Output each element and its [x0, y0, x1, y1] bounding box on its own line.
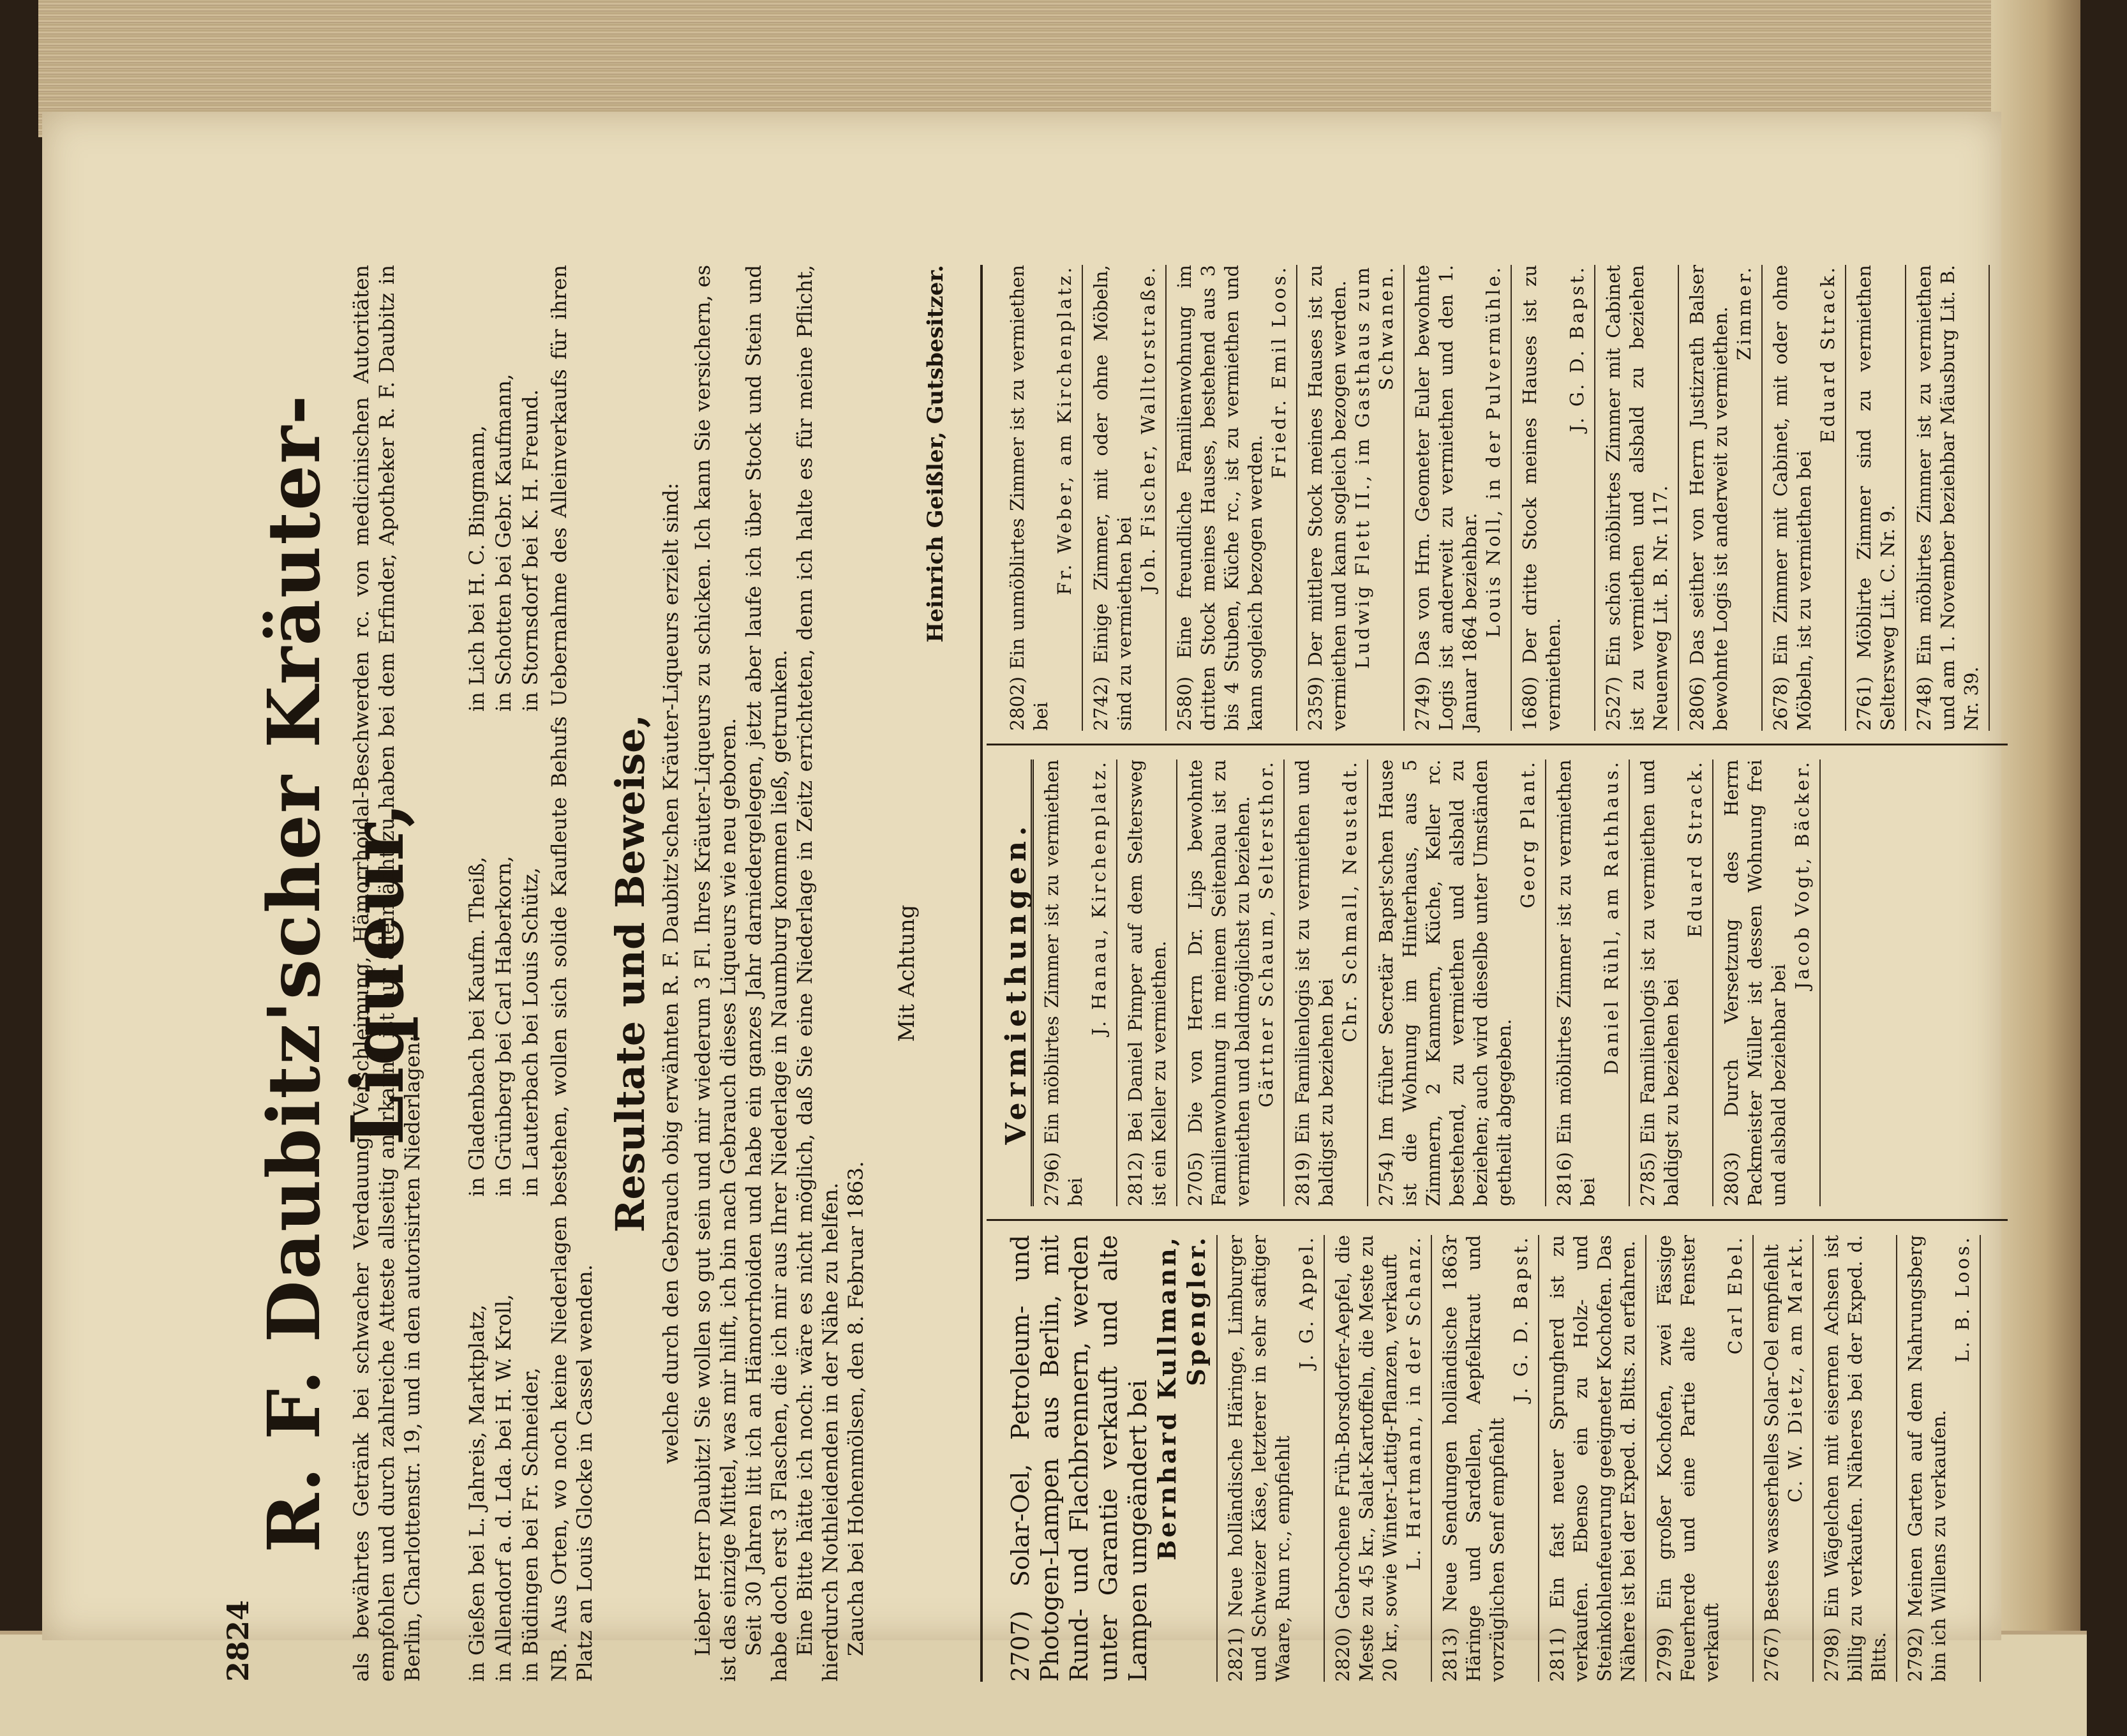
classified-ad — [1906, 265, 1990, 731]
ad-text: 2707) Solar-Oel, Petroleum- und Photogen-Lampen aus Berlin, mit Rund- und Flachbrennern, werden unter Garantie verkauft und alte Lampen umgeändert bei — [1006, 1235, 1152, 1682]
classified-ad — [1325, 1235, 1432, 1682]
newspaper-page — [42, 112, 2001, 1682]
classified-ad — [1297, 265, 1405, 731]
depot-entry: in Lauterbach bei Louis Schütz, — [518, 867, 542, 1197]
classified-ad — [1897, 1235, 1981, 1682]
vermiethungen-heading: Vermiethungen. — [999, 760, 1034, 1206]
ad-signature: Ludwig Flett II., im Gasthaus zum Schwanen. — [1352, 265, 1397, 670]
letter-paragraph: Seit 30 Jahren litt ich an Hämorrhoiden und habe ein ganzes Jahr darniedergelegen, jetzt aber laufe ich über Stock und Stein und habe doch erst 3 Flaschen, die ich mir aus Ihrer Niederlage in Naumburg kommen ließ, getrunken. — [742, 265, 791, 1682]
classified-ad — [1814, 1235, 1897, 1682]
classified-ad — [1846, 265, 1906, 731]
letter-paragraph: Lieber Herr Daubitz! Sie wollen so gut sein und mir wiederum 3 Fl. Ihres Kräuter-Liqueurs zu schicken. Ich kann Sie versichern, es ist das einzige Mittel, was mir hilft, ich bin nach Gebrauch dieses Liqueurs wie neu geboren. — [690, 265, 740, 1682]
ad-signature: Georg Plant. — [1517, 760, 1539, 909]
letter-closing: Mit Achtung — [894, 904, 920, 1042]
ad-text: 2812) Bei Daniel Pimper auf dem Seltersweg ist ein Keller zu vermiethen. — [1124, 760, 1170, 1206]
ad-signature: L. Hartmann, in der Schanz. — [1403, 1235, 1424, 1571]
ad-signature: Joh. Fischer, Walltorstraße. — [1137, 265, 1159, 593]
ads-column-3 — [999, 265, 1990, 731]
depot-column-1 — [463, 1294, 544, 1682]
column-divider — [987, 1219, 2008, 1221]
ad-text: 2678) Ein Zimmer mit Cabinet, mit oder ohne Möbeln, ist zu vermiethen bei — [1770, 265, 1815, 731]
ad-text: 2811) Ein fast neuer Sprungherd ist zu verkaufen. Ebenso ein zu Holz- und Steinkohlenfeuerung geeigneter Kochofen. Das Nähere ist bei der Exped. d. Bltts. zu erfahren. — [1546, 1235, 1639, 1682]
classified-ad — [1177, 760, 1285, 1206]
ad-text: 2749) Das von Hrn. Geometer Euler bewohnte Logis ist anderweit zu vermiethen und den 1. Januar 1864 beziehbar. — [1412, 265, 1481, 731]
ad-text: 2821) Neue holländische Häringe, Limburger und Schweizer Käse, letzterer in sehr saftiger Waare, Rum rc., empfiehlt — [1225, 1235, 1294, 1682]
ad-text: 2748) Ein möblirtes Zimmer ist zu vermiethen und am 1. November beziehbar Mäusburg Lit. B. Nr. 39. — [1913, 265, 1982, 731]
depot-entry: in Stornsdorf bei K. H. Freund. — [518, 389, 542, 712]
ad-signature: Eduard Strack. — [1817, 265, 1839, 444]
ad-text: 2767) Bestes wasserhelles Solar-Oel empfiehlt — [1761, 1244, 1782, 1682]
classified-ad — [1117, 760, 1177, 1206]
letter-signature: Heinrich Geißler, Gutsbesitzer. — [923, 265, 948, 643]
depot-column-2 — [463, 856, 544, 1197]
ad-text: 2798) Ein Wägelchen mit eisernen Achsen ist billig zu verkaufen. Näheres bei der Exped. d. Bltts. — [1821, 1235, 1890, 1682]
classified-ad — [1218, 1235, 1325, 1682]
classified-ad — [1432, 1235, 1539, 1682]
section-rule — [980, 265, 983, 1682]
background-left — [0, 0, 45, 1736]
depot-column-3 — [463, 374, 544, 712]
ad-signature: L. B. Loos. — [1952, 1235, 1973, 1363]
ads-column-2 — [999, 760, 1821, 1206]
ad-text: 2799) Ein großer Kochofen, zwei Fässige Feuerherde und eine Partie alte Fenster verkauft — [1653, 1235, 1722, 1682]
classified-ad — [1034, 760, 1117, 1206]
letter-paragraph: Eine Bitte hätte ich noch: wäre es nicht möglich, daß Sie eine Niederlage in Zeitz errichteten, denn ich halte es für meine Pflicht, hierdurch Nothleidenden in der Nähe zu helfen. — [793, 265, 842, 1682]
results-heading: Resultate und Beweise, — [607, 714, 653, 1233]
ad-text: 2792) Meinen Garten auf dem Nahrungsberg bin ich Willens zu verkaufen. — [1904, 1235, 1950, 1682]
ad-signature: Louis Noll, in der Pulvermühle. — [1482, 265, 1504, 638]
classified-ad — [1679, 265, 1763, 731]
testimonial-letter — [690, 265, 869, 1682]
ad-text: 2761) Möblirte Zimmer sind zu vermiethen Seltersweg Lit. C. Nr. 9. — [1853, 265, 1899, 731]
ad-text: 2580) Eine freundliche Familienwohnung im dritten Stock meines Hauses, bestehend aus 3 bis 4 Stuben, Küche rc., ist zu vermiethen und kann sogleich bezogen werden. — [1174, 265, 1266, 731]
ad-text: 2742) Einige Zimmer, mit oder ohne Möbeln, sind zu vermiethen bei — [1090, 265, 1135, 731]
ad-signature: Zimmer. — [1733, 265, 1755, 361]
classified-ad — [1405, 265, 1512, 731]
ad-text: 2819) Ein Familienlogis ist zu vermiethen und baldigst zu beziehen bei — [1292, 760, 1337, 1206]
classified-ad — [1763, 265, 1846, 731]
ad-signature: Friedr. Emil Loos. — [1268, 265, 1290, 479]
ad-text: 2527) Ein schön möblirtes Zimmer mit Cabinet ist zu vermiethen und alsbald zu beziehen Neuenweg Lit. B. Nr. 117. — [1602, 265, 1671, 731]
ad-text: 2359) Der mittlere Stock meines Hauses ist zu vermiethen und kann sogleich bezogen werden. — [1304, 265, 1350, 731]
classified-ad — [1595, 265, 1679, 731]
classified-ad — [1167, 265, 1297, 731]
depot-entry: in Allendorf a. d. Lda. bei H. W. Kroll, — [491, 1294, 516, 1682]
ad-text: 2705) Die von Herrn Dr. Lips bewohnte Familienwohnung in meinem Seitenbau ist zu vermiethen und baldmöglichst zu beziehen. — [1184, 760, 1253, 1206]
classified-ad — [1512, 265, 1595, 731]
nb-note: NB. Aus Orten, wo noch keine Niederlagen bestehen, wollen sich solide Kaufleute Behufs Uebernahme des Alleinverkaufs für ihren Platz an Louis Glocke in Cassel wenden. — [547, 265, 597, 1682]
rotated-content — [221, 265, 2020, 1682]
classified-ad — [999, 265, 1083, 731]
ad-signature: Gärtner Schaum, Seltersthor. — [1255, 760, 1277, 1108]
depot-list — [463, 265, 546, 1682]
ad-text: 2754) Im früher Secretär Bapst'schen Hause ist die Wohnung im Hinterhaus, aus 5 Zimmern, 2 Kammern, Küche, Keller rc. bestehend, zu vermiethen und alsbald zu beziehen; auch wird dieselbe unter Umständen getheilt abgegeben. — [1375, 760, 1515, 1206]
depot-entry: in Büdingen bei Fr. Schneider, — [518, 1367, 542, 1682]
results-subheading: welche durch den Gebrauch obig erwähnten R. F. Daubitz'schen Kräuter-Liqueurs erzielt sind: — [659, 483, 683, 1464]
ad-signature: Jacob Vogt, Bäcker. — [1791, 760, 1813, 990]
classified-ad — [999, 1235, 1218, 1682]
ad-text: 2806) Das seither von Herrn Justizrath Balser bewohnte Logis ist anderweit zu vermiethen. — [1686, 265, 1731, 731]
depot-entry: in Gießen bei L. Jahreis, Marktplatz, — [465, 1304, 489, 1682]
depot-entry: in Gladenbach bei Kaufm. Theiß, — [465, 857, 489, 1197]
classified-ad — [1083, 265, 1167, 731]
ad-text: 2820) Gebrochene Früh-Borsdorfer-Aepfel, die Meste zu 45 kr., Salat-Kartoffeln, die Meste zu 20 kr., sowie Winter-Lattig-Pflanzen, verkauft — [1332, 1235, 1401, 1682]
classified-ad — [1368, 760, 1546, 1206]
ad-text: 2785) Ein Familienlogis ist zu vermiethen und baldigst zu beziehen bei — [1637, 760, 1682, 1206]
ads-column-1 — [999, 1235, 1981, 1682]
classified-ad — [1630, 760, 1713, 1206]
ad-signature: C. W. Dietz, am Markt. — [1784, 1235, 1806, 1503]
ad-signature: Eduard Strack. — [1684, 760, 1706, 938]
column-divider — [987, 744, 2008, 745]
ad-text: 2816) Ein möblirtes Zimmer ist zu vermiethen bei — [1553, 760, 1599, 1206]
ad-text: 1680) Der dritte Stock meines Hauses ist zu vermiethen. — [1519, 265, 1564, 731]
ad-text: 2802) Ein unmöblirtes Zimmer ist zu vermiethen bei — [1006, 265, 1052, 731]
ad-signature: Daniel Rühl, am Rathhaus. — [1601, 760, 1622, 1075]
advert-title: R. F. Daubitz'scher Kräuter-Liqueur, — [253, 394, 420, 1553]
depot-entry: in Grünberg bei Carl Haberkorn, — [491, 856, 516, 1197]
classified-ad — [1546, 760, 1630, 1206]
ad-signature: Carl Ebel. — [1724, 1235, 1746, 1355]
page-number: 2824 — [221, 1599, 255, 1682]
ad-text: 2813) Neue Sendungen holländische 1863r Häringe und Sardellen, Aepfelkraut und vorzüglichen Senf empfiehlt — [1439, 1235, 1508, 1682]
classified-ad — [1646, 1235, 1754, 1682]
depot-entry: in Lich bei H. C. Bingmann, — [465, 425, 489, 712]
ad-signature: J. Hanau, Kirchenplatz. — [1088, 760, 1110, 1036]
ad-signature: Fr. Weber, am Kirchenplatz. — [1054, 265, 1075, 595]
letter-date: Zaucha bei Hohenmölsen, den 8. Februar 1863. — [844, 1161, 868, 1656]
ad-signature: Chr. Schmall, Neustadt. — [1339, 760, 1361, 1043]
ad-text: 2803) Durch Versetzung des Herrn Packmeister Müller ist dessen Wohnung frei und alsbald beziehbar bei — [1720, 760, 1789, 1206]
advert-intro: als bewährtes Getränk bei schwacher Verdauung, Verschleimung, Hämorrhoidal-Beschwerden rc. von medicinischen Autoritäten empfohlen und durch zahlreiche Atteste allseitig anerkannt, ist nur allein ächt zu haben bei dem Erfinder, Apotheker R. F. Daubitz in Berlin, Charlottenstr. 19, und in den autorisirten Niederlagen: — [349, 265, 424, 1682]
ad-signature: Bernhard Kullmann, Spengler. — [1153, 1235, 1211, 1561]
ad-text: 2796) Ein möblirtes Zimmer ist zu vermiethen bei — [1041, 760, 1086, 1206]
classified-ad — [1285, 760, 1368, 1206]
classified-ad — [1539, 1235, 1646, 1682]
ad-signature: J. G. D. Bapst. — [1566, 265, 1588, 432]
classified-ad — [1713, 760, 1821, 1206]
ad-signature: J. G. D. Bapst. — [1510, 1235, 1532, 1402]
depot-entry: in Schotten bei Gebr. Kaufmann, — [491, 373, 516, 712]
ad-signature: J. G. Appel. — [1295, 1235, 1317, 1370]
classified-ad — [1754, 1235, 1814, 1682]
